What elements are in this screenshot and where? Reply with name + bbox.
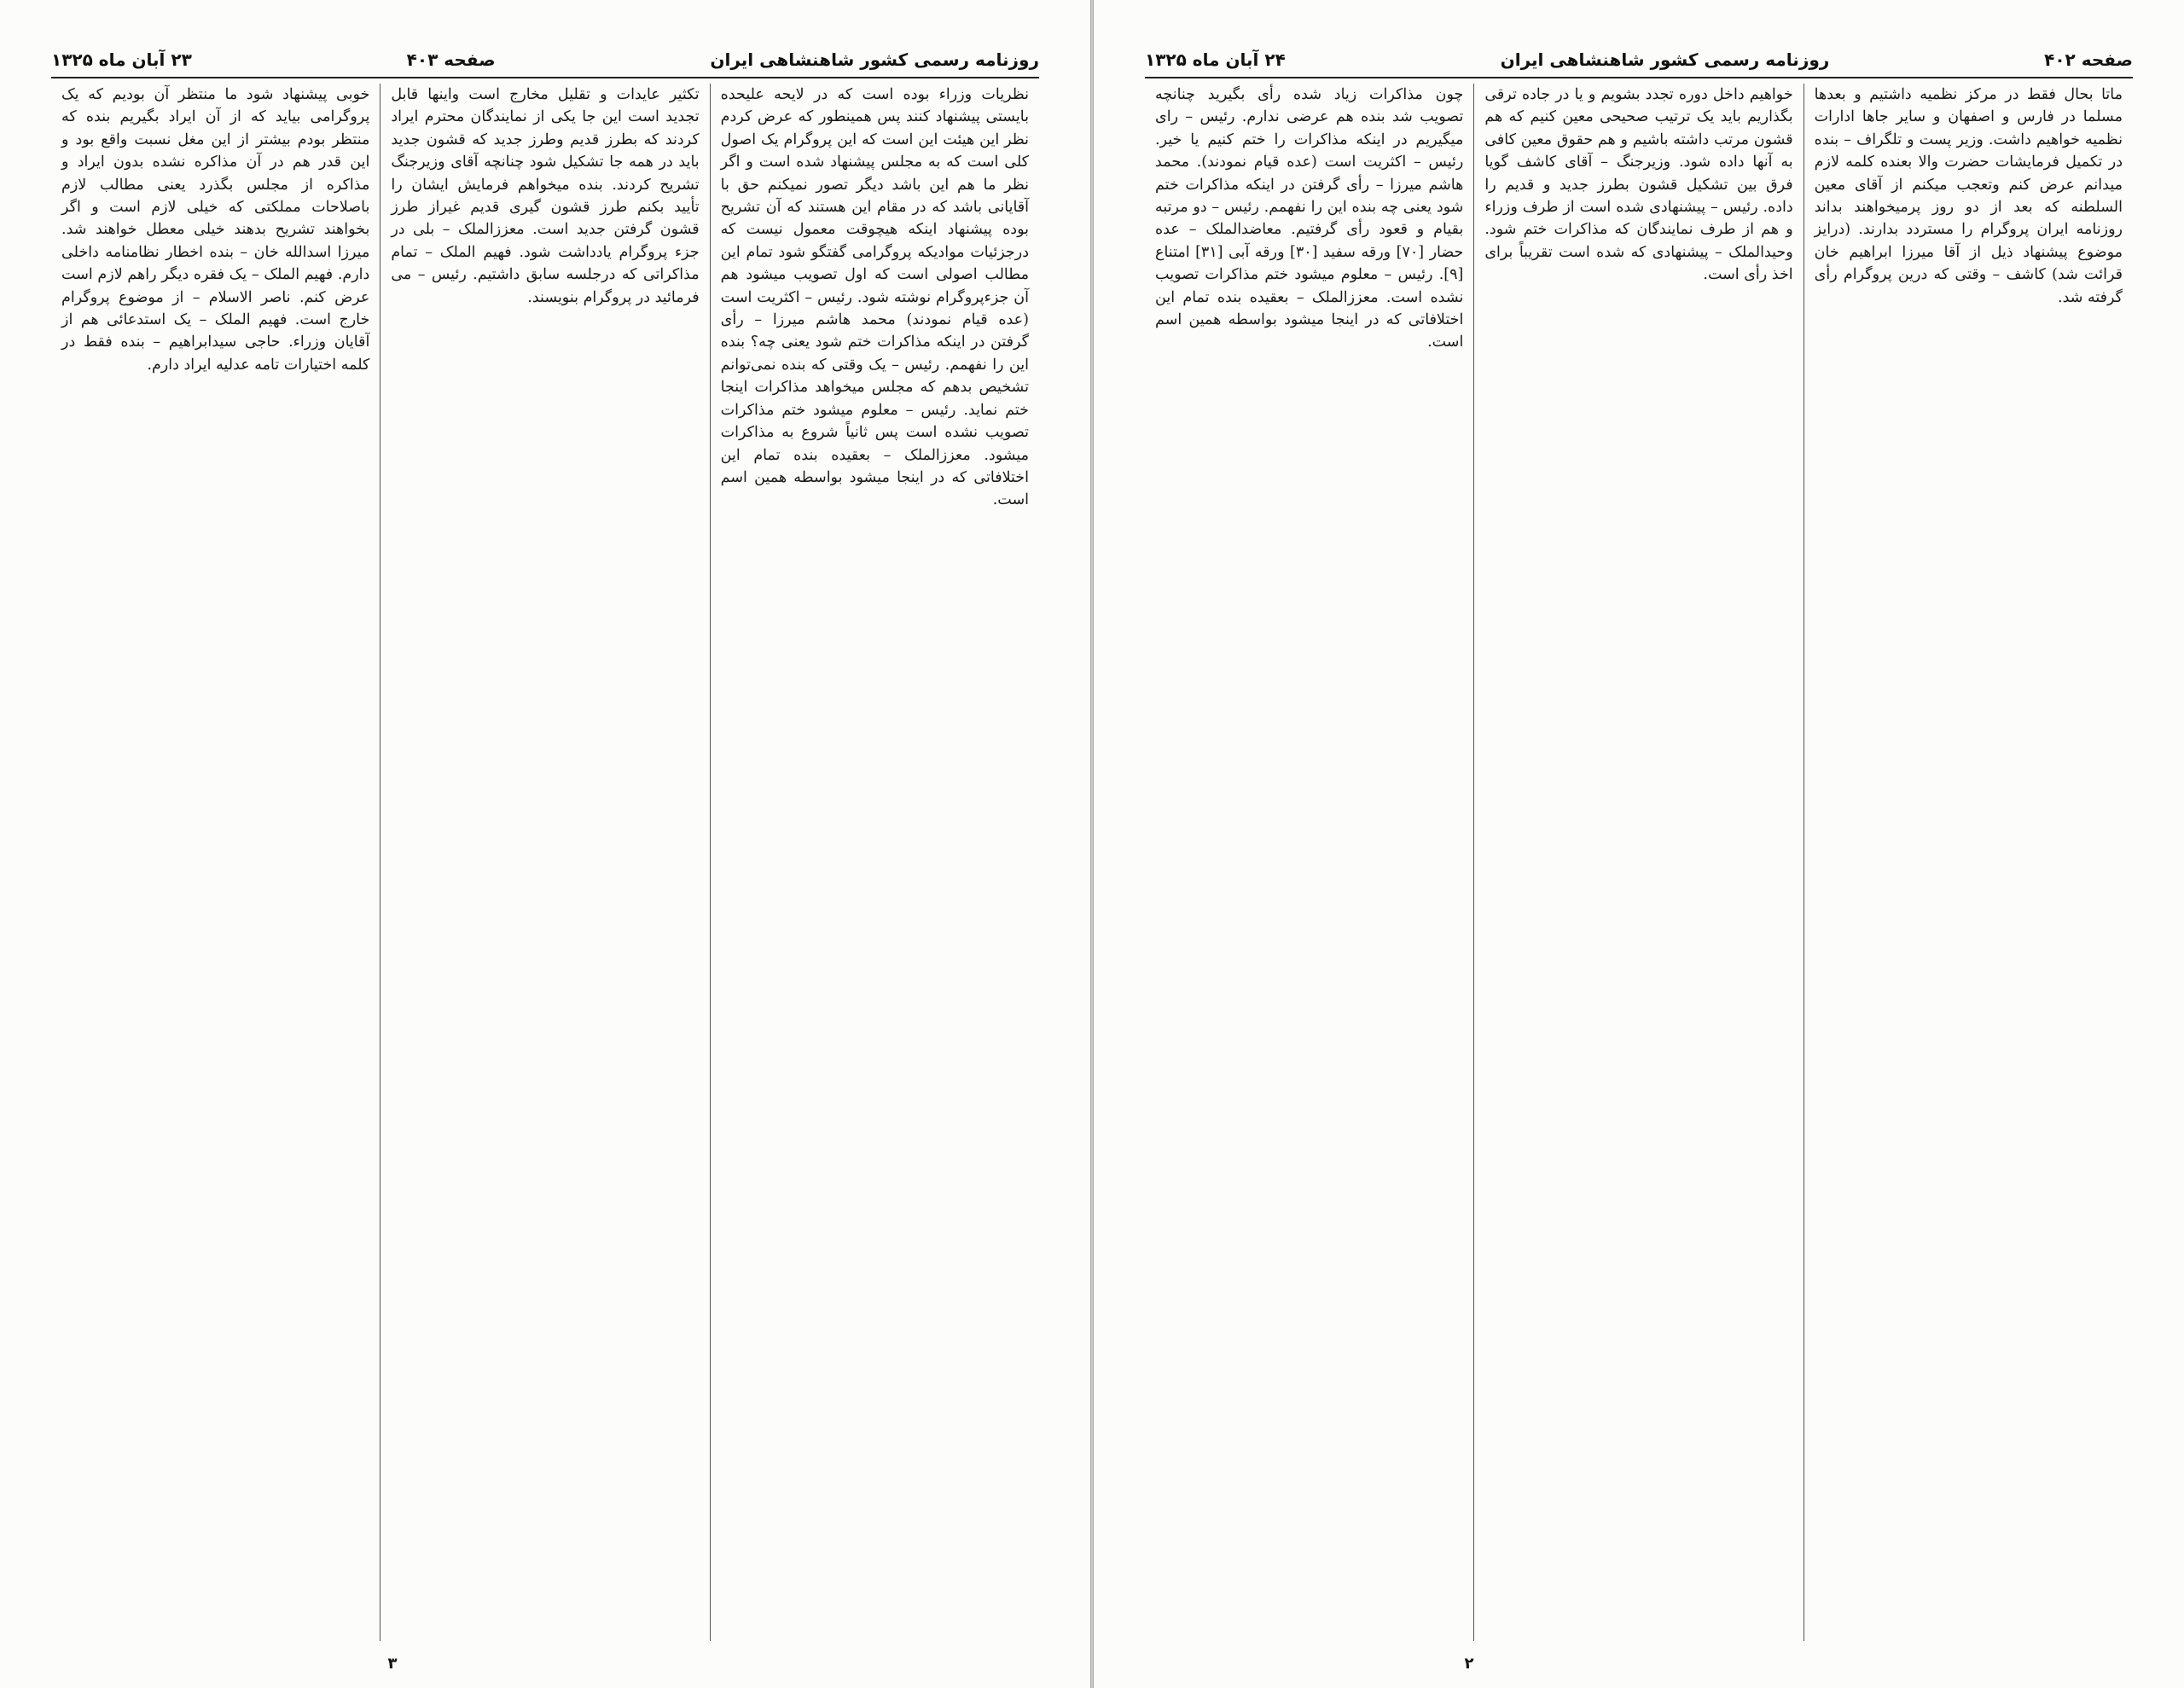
left-page-number: ۳ (387, 1655, 398, 1673)
column-text: نظریات وزراء بوده است که در لایحه علیحده بایستی پیشنهاد کنند پس همینطور که عرض کردم نظر این هیئت این است که این پروگرام یک اصول کلی است که به مجلس پیشنهاد شده است و اگر نظر ما هم این باشد دیگر تصور نمیکنم حق با آقایانی باشد که در مقام این هستند که آن تشریح بوده پیشنهاد اینکه هیچوقت معمول نیست که درجزئیات موادیکه پروگرامی گفتگو شود تمام این مطالب اصولی است که اول تصویب میشود هم آن جزءپروگرام نوشته شود. رئیس – اکثریت است (عده قیام نمودند) محمد هاشم میرزا – رأی گرفتن در اینکه مذاکرات ختم شود یعنی چه؟ بنده این را نفهمم. رئیس – یک وقتی که بنده نمی‌توانم تشخیص بدهم که مجلس میخواهد مذاکرات اینجا ختم نماید. رئیس – معلوم میشود ختم مذاکرات تصویب نشده است پس ثانیاً شروع به مذاکرات میشود. معززالملک – بعقیده بنده تمام این اختلافاتی که در اینجا میشود بواسطه همین اسم است. (716, 86, 1029, 509)
right-col-1 (1804, 84, 2133, 1641)
left-page (0, 0, 1090, 1688)
right-header-page-label: صفحه ۴۰۲ (2044, 49, 2133, 70)
left-col-1 (710, 84, 1039, 1641)
left-page-header (51, 43, 1039, 78)
left-header-publication: روزنامه رسمی کشور شاهنشاهی ایران (710, 49, 1039, 70)
column-text: خوبی پیشنهاد شود ما منتظر آن بودیم که یک پروگرامی بیاید که از آن ایراد بگیریم بنده که منتظر بودم بیشتر از این مغل نسبت واقع بود و این قدر هم در آن مذاکره نشده بدون ایراد و مذاکره از مجلس بگذرد یعنی مطالب لازم باصلاحات مملکتی که خیلی لازم است و اگر بخواهند تشریح بدهند خیلی معطل خواهند شد. میرزا اسدالله خان – بنده اخطار نظامنامه داخلی دارم. فهیم الملک – یک فقره دیگر راهم لازم است عرض کنم. ناصر الاسلام – از موضوع پروگرام خارج است. فهیم الملک – یک استدعائی هم از آقایان وزراء. حاجی سیدابراهیم – بنده فقط در کلمه اختیارات تامه عدلیه ایراد دارم. (56, 86, 370, 374)
right-header-publication: روزنامه رسمی کشور شاهنشاهی ایران (1500, 49, 1830, 70)
right-page (1094, 0, 2184, 1688)
right-header-date: ۲۴ آبان ماه ۱۳۲۵ (1145, 49, 1286, 70)
column-text: چون مذاکرات زیاد شده رأی بگیرید چنانچه تصویب شد بنده هم عرضی ندارم. رئیس – رای میگیریم در اینکه مذاکرات را ختم کنیم یا خیر. رئیس – اکثریت است (عده قیام نمودند). محمد هاشم میرزا – رأی گرفتن در اینکه مذاکرات ختم شود یعنی چه بنده این را نفهمم. رئیس – دو مرتبه بقیام و قعود رأی گرفتیم. معاضدالملک – عده حضار [۷۰] ورقه سفید [۳۰] ورقه آبی [۳۱] امتناع [۹]. رئیس – معلوم میشود ختم مذاکرات تصویب نشده است. معززالملک – بعقیده بنده تمام این اختلافاتی که در اینجا میشود بواسطه همین اسم است. (1150, 86, 1464, 351)
right-col-3 (1145, 84, 1473, 1641)
column-text: خواهیم داخل دوره تجدد بشویم و یا در جاده ترقی بگذاریم باید یک ترتیب صحیحی معین کنیم که هم قشون مرتب داشته باشیم و هم حقوق معین کافی به آنها داده شود. وزیرجنگ – آقای کاشف گویا فرق بین تشکیل قشون بطرز جدید و قدیم را داده. رئیس – پیشنهادی شده است از طرف وزراء و هم از طرف نمایندگان که مذاکرات ختم شود. وحیدالملک – پیشنهادی که شده است تقریباً برای اخذ رأی است. (1479, 86, 1793, 284)
column-text: ماتا بحال فقط در مرکز نظمیه داشتیم و بعدها مسلما در فارس و اصفهان و سایر جاها ادارات نظمیه خواهیم داشت. وزیر پست و تلگراف – بنده در تکمیل فرمایشات حضرت والا بعنده کلمه لازم میدانم عرض کنم وتعجب میکنم از آقای معین السلطنه که بعد از دو روز پرمیخواهند بداند روزنامه ایران پروگرام را مستردد بدارند. (درایز موضوع پیشنهاد ذیل از آقا میرزا ابراهیم خان قرائت شد) کاشف – وقتی که درین پروگرام رأی گرفته شد. (1809, 86, 2123, 306)
right-page-columns (1145, 84, 2133, 1641)
left-header-date: ۲۳ آبان ماه ۱۳۲۵ (51, 49, 192, 70)
left-col-2 (380, 84, 709, 1641)
left-header-page-label: صفحه ۴۰۳ (406, 49, 496, 70)
right-col-2 (1473, 84, 1803, 1641)
column-text: تکثیر عایدات و تقلیل مخارج است واینها قابل تجدید است این جا یکی از نمایندگان محترم ایراد کردند که بطرز قدیم وطرز جدید که قشون جدید باید در همه جا تشکیل شود چنانچه آقای وزیرجنگ تشریح کردند. بنده میخواهم فرمایش ایشان را تأیید بکنم طرز قشون گیری قدیم غیراز طرز قشون گرفتن جدید است. معززالملک – بلی در جزء پروگرام یادداشت شود. فهیم الملک – تمام مذاکراتی که درجلسه سابق داشتیم. رئیس – می فرمائید در پروگرام بنویسند. (386, 86, 700, 306)
right-page-header (1145, 43, 2133, 78)
left-col-3 (51, 84, 380, 1641)
left-page-columns (51, 84, 1039, 1641)
right-page-number: ۲ (1464, 1655, 1474, 1673)
